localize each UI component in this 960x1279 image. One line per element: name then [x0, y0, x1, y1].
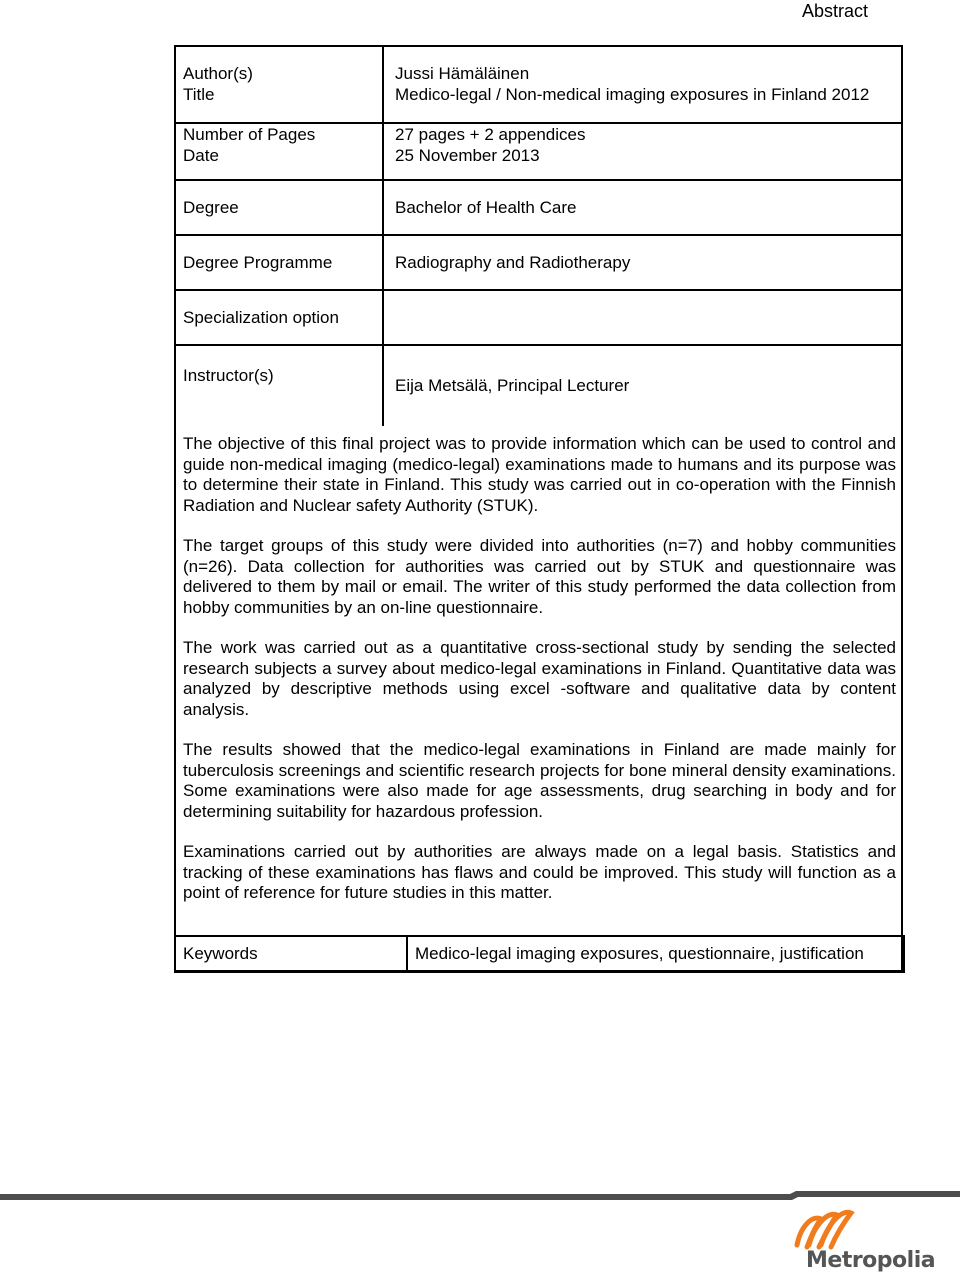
metropolia-logo-text: Metropolia — [806, 1248, 936, 1273]
keywords-row — [175, 936, 904, 972]
page-header-label: Abstract — [801, 1, 868, 21]
instructor-value — [383, 345, 901, 426]
title-value: Medico-legal / Non-medical imaging exposures in Finland 2012 — [395, 85, 870, 104]
abstract-paragraph: The target groups of this study were divided into authorities (n=7) and hobby communities (n=26). Data collection for authorities was carried out by STUK and questionnaire was delivered to them by mail or email. The writer of this study performed the data collection from hobby communities by an on-line questionnaire. — [183, 536, 896, 617]
abstract-paragraph: Examinations carried out by authorities are always made on a legal basis. Statistics and tracking of these examinations has flaws and could be improved. This study will function as a point of reference for future studies in this matter. — [183, 842, 896, 902]
info-labels — [176, 123, 383, 180]
degree-value — [383, 180, 901, 235]
keywords-table — [174, 935, 905, 973]
programme-label-text: Degree Programme — [183, 253, 333, 272]
info-row-programme — [176, 235, 901, 290]
thesis-info-table — [176, 47, 901, 426]
specialization-label — [176, 290, 383, 345]
pages-value: 27 pages + 2 appendices — [395, 125, 586, 144]
date-label: Date — [183, 146, 219, 165]
author-value: Jussi Hämäläinen — [395, 64, 530, 83]
degree-label — [176, 180, 383, 235]
programme-value-text: Radiography and Radiotherapy — [395, 253, 631, 272]
specialization-label-text: Specialization option — [183, 308, 339, 327]
info-row-instructor — [176, 345, 901, 426]
info-row-degree — [176, 180, 901, 235]
degree-label-text: Degree — [183, 198, 239, 217]
date-value: 25 November 2013 — [395, 146, 540, 165]
info-row-pages-date — [176, 123, 901, 180]
programme-label — [176, 235, 383, 290]
abstract-body — [183, 434, 896, 924]
info-values — [383, 123, 901, 180]
info-row-specialization — [176, 290, 901, 345]
degree-value-text: Bachelor of Health Care — [395, 198, 577, 217]
author-label: Author(s) — [183, 64, 253, 83]
specialization-value — [383, 290, 901, 345]
info-row-author-title — [176, 47, 901, 123]
info-values — [383, 47, 901, 123]
abstract-paragraph: The results showed that the medico-legal examinations in Finland are made mainly for tuberculosis screenings and scientific research projects for bone mineral density examinations. Some examinations were also made for age assessments, drug searching in body and for determining suitability for hazardous profession. — [183, 740, 896, 821]
abstract-paragraph: The objective of this final project was to provide information which can be used to control and guide non-medical imaging (medico-legal) examinations made to humans and its purpose was to determine their state in Finland. This study was carried out in co-operation with the Finnish Radiation and Nuclear safety Authority (STUK). — [183, 434, 896, 515]
keywords-value: Medico-legal imaging exposures, questionnaire, justification — [407, 936, 904, 972]
abstract-paragraph: The work was carried out as a quantitative cross-sectional study by sending the selected research subjects a survey about medico-legal examinations in Finland. Quantitative data was analyzed by descriptive methods using excel -software and qualitative data by content analysis. — [183, 638, 896, 719]
keywords-label: Keywords — [175, 936, 407, 972]
pages-label: Number of Pages — [183, 125, 316, 144]
instructor-label — [176, 345, 383, 426]
programme-value — [383, 235, 901, 290]
instructor-label-text: Instructor(s) — [183, 366, 274, 385]
abstract-frame — [174, 45, 903, 972]
title-label: Title — [183, 85, 215, 104]
info-labels — [176, 47, 383, 123]
footer-band — [0, 1191, 960, 1203]
instructor-value-text: Eija Metsälä, Principal Lecturer — [395, 376, 630, 395]
